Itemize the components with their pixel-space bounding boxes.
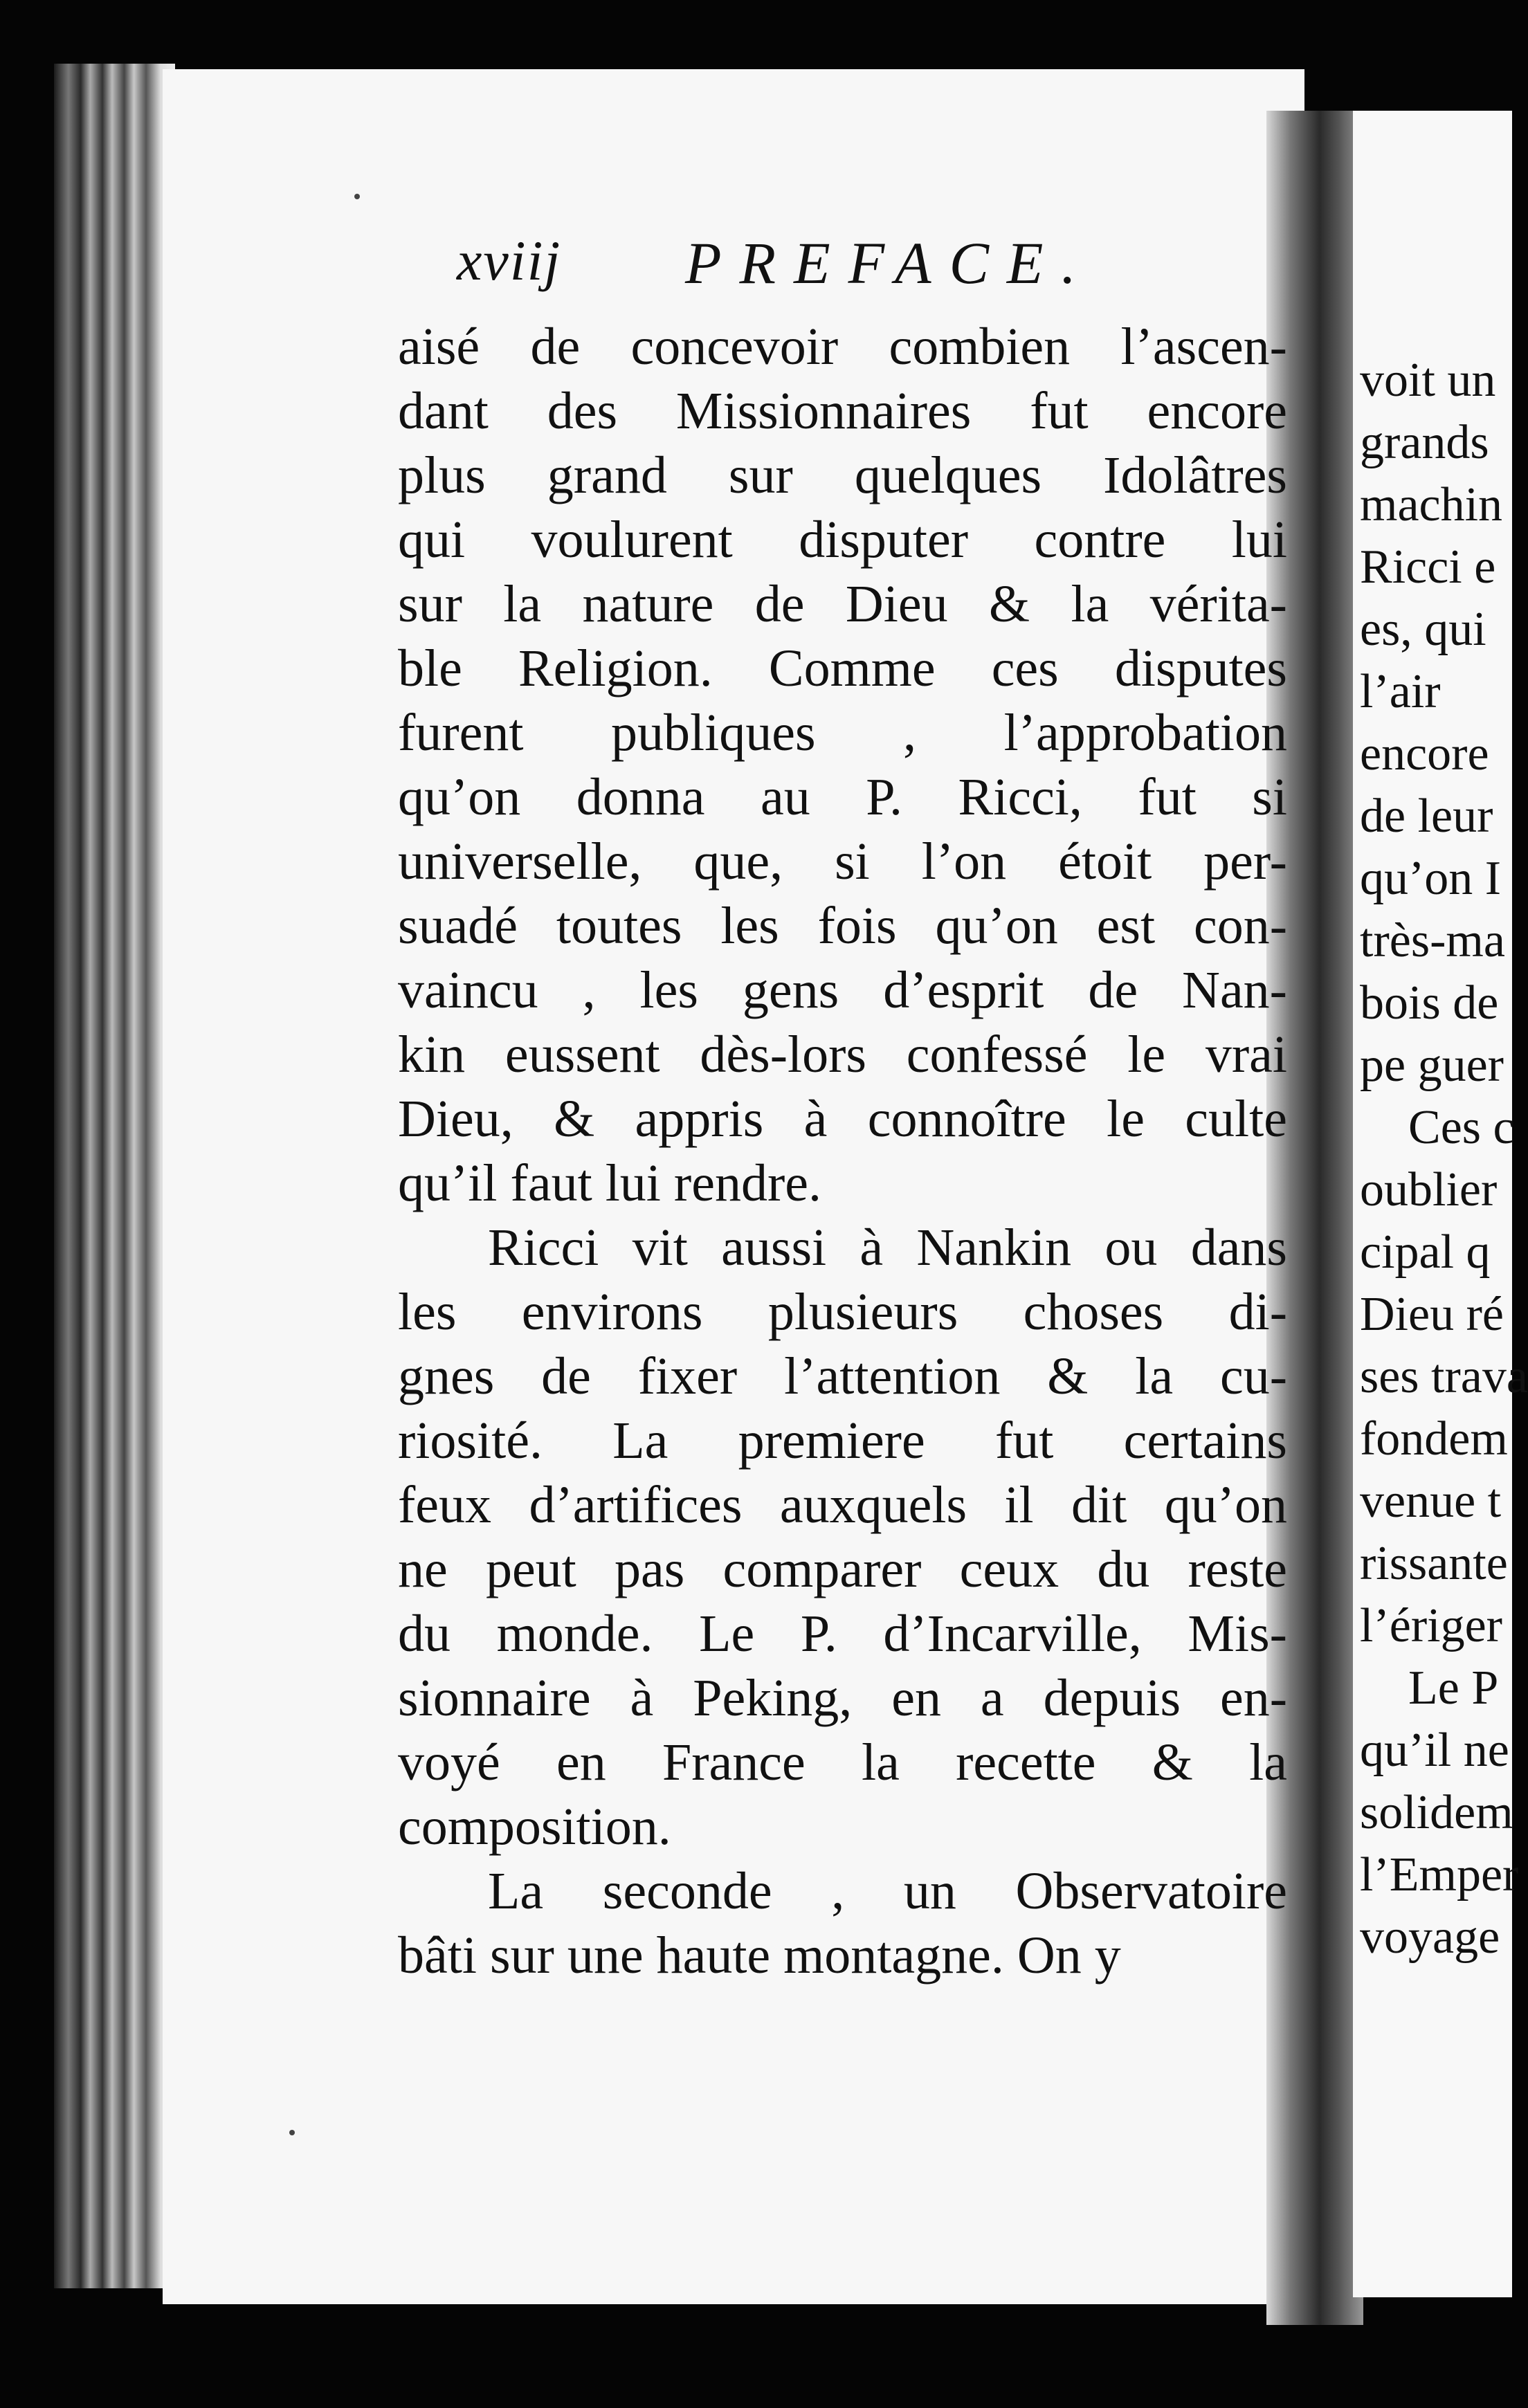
- text-line: ne peut pas comparer ceux du reste: [398, 1540, 1287, 1598]
- right-text-fragment: Dieu ré: [1360, 1288, 1504, 1341]
- text-line: universelle, que, si l’on étoit per-: [398, 832, 1287, 891]
- text-line: suadé toutes les fois qu’on est con-: [398, 897, 1287, 955]
- right-text-fragment: qu’il ne: [1360, 1724, 1509, 1777]
- right-text-fragment: machin: [1360, 478, 1503, 531]
- text-line: La seconde , un Observatoire: [488, 1862, 1287, 1920]
- right-text-fragment: très-ma: [1360, 914, 1505, 967]
- right-text-fragment: venue t: [1360, 1475, 1502, 1528]
- text-line: composition.: [398, 1798, 671, 1856]
- text-line: dant des Missionnaires fut encore: [398, 382, 1287, 440]
- paper-speck: [289, 2130, 295, 2135]
- right-page-text: [1360, 349, 1528, 1969]
- text-line: Dieu, & appris à connoître le culte: [398, 1090, 1287, 1148]
- right-text-fragment: l’air: [1360, 665, 1441, 718]
- right-text-fragment: l’ériger: [1360, 1599, 1502, 1652]
- text-line: furent publiques , l’approbation: [398, 704, 1287, 762]
- text-line: qu’il faut lui rendre.: [398, 1154, 822, 1212]
- right-text-fragment: Ces c: [1408, 1101, 1515, 1154]
- right-text-fragment: es, qui: [1360, 603, 1486, 656]
- text-line: riosité. La premiere fut certains: [398, 1412, 1287, 1470]
- text-line: kin eussent dès-lors confessé le vrai: [398, 1025, 1287, 1084]
- text-line: les environs plusieurs choses di-: [398, 1283, 1287, 1341]
- right-text-fragment: cipal q: [1360, 1225, 1491, 1279]
- right-text-fragment: bois de: [1360, 976, 1499, 1030]
- page-number: xviij: [457, 229, 562, 292]
- right-text-fragment: de leur: [1360, 790, 1493, 843]
- text-line: feux d’artifices auxquels il dit qu’on: [398, 1476, 1287, 1534]
- text-line: gnes de fixer l’attention & la cu-: [398, 1347, 1287, 1405]
- text-line: vaincu , les gens d’esprit de Nan-: [398, 961, 1287, 1019]
- right-text-fragment: fondem: [1360, 1412, 1508, 1466]
- text-line: sionnaire à Peking, en a depuis en-: [398, 1669, 1287, 1727]
- right-text-fragment: pe guer: [1360, 1039, 1504, 1092]
- right-text-fragment: voyage: [1360, 1910, 1500, 1964]
- left-page-text: [398, 315, 1287, 1988]
- text-line: sur la nature de Dieu & la vérita-: [398, 575, 1287, 633]
- text-line: voyé en France la recette & la: [398, 1733, 1287, 1791]
- right-text-fragment: grands: [1360, 416, 1489, 469]
- text-line: aisé de concevoir combien l’ascen-: [398, 318, 1287, 376]
- left-page-edge-stack: [54, 64, 175, 2288]
- text-line: Ricci vit aussi à Nankin ou dans: [488, 1219, 1287, 1277]
- right-text-fragment: qu’on I: [1360, 852, 1502, 905]
- text-line: qu’on donna au P. Ricci, fut si: [398, 768, 1287, 826]
- running-title: PREFACE.: [685, 230, 1094, 296]
- text-line: plus grand sur quelques Idolâtres: [398, 446, 1287, 504]
- right-text-fragment: Ricci e: [1360, 540, 1496, 594]
- right-text-fragment: voit un: [1360, 354, 1496, 407]
- text-line: qui voulurent disputer contre lui: [398, 511, 1287, 569]
- right-text-fragment: l’Emper: [1360, 1848, 1519, 1901]
- paper-speck: [354, 194, 360, 199]
- right-text-fragment: encore: [1360, 727, 1489, 781]
- right-text-fragment: solidem: [1360, 1786, 1513, 1839]
- right-text-fragment: ses trava: [1360, 1350, 1528, 1403]
- text-line: ble Religion. Comme ces disputes: [398, 639, 1287, 697]
- text-line: bâti sur une haute montagne. On y: [398, 1926, 1121, 1985]
- right-page: [1353, 111, 1528, 2297]
- right-text-fragment: Le P: [1408, 1661, 1499, 1715]
- right-text-fragment: rissante: [1360, 1537, 1508, 1590]
- text-line: du monde. Le P. d’Incarville, Mis-: [398, 1605, 1287, 1663]
- page-header: [457, 228, 1163, 311]
- right-text-fragment: oublier: [1360, 1163, 1498, 1216]
